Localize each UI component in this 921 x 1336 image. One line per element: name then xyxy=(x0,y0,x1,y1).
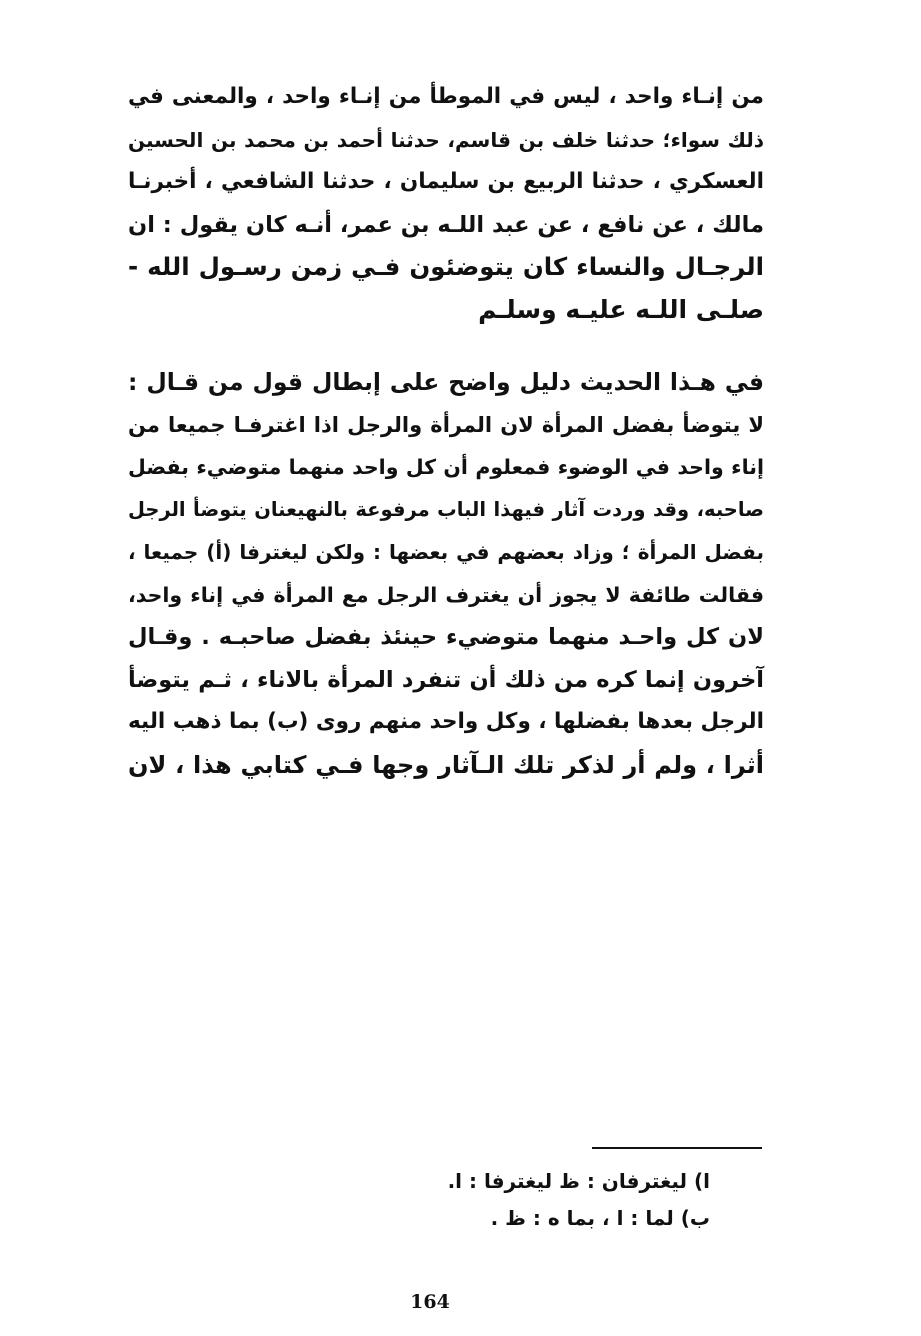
paragraph-2 xyxy=(128,361,764,786)
text-line: الرجل بعدها بفضلها ، وكل واحد منهم روى (ب) بما ذهب اليه xyxy=(128,709,764,734)
text-line: بفضل المرأة ؛ وزاد بعضهم في بعضها : ولكن ليغترفا (أ) جميعا ، xyxy=(128,540,764,564)
text-line: فقالت طائفة لا يجوز أن يغترف الرجل مع المرأة في إناء واحد، xyxy=(128,582,764,607)
page-number: 164 xyxy=(410,1291,450,1313)
text-line: في هـذا الحديث دليل واضح على إبطال قول من قـال : xyxy=(128,368,764,396)
text-line: إناء واحد في الوضوء فمعلوم أن كل واحد منهما متوضيء بفضل xyxy=(128,455,764,479)
text-line: لا يتوضأ بفضل المرأة لان المرأة والرجل اذا اغترفـا جميعا من xyxy=(128,412,764,437)
footnote-a: ا) ليغترفان : ظ ليغترفا : ا. xyxy=(447,1169,710,1193)
text-line: مالك ، عن نافع ، عن عبد اللـه بن عمر، أنـه كان يقول : ان xyxy=(128,211,764,238)
footnote-divider xyxy=(592,1147,762,1149)
text-line: الرجـال والنساء كان يتوضئون فـي زمن رسـول الله - xyxy=(128,252,764,281)
text-line: صاحبه، وقد وردت آثار فيهذا الباب مرفوعة بالنهيعنان يتوضأ الرجل xyxy=(128,497,764,521)
footnotes xyxy=(380,1163,710,1237)
text-line: العسكري ، حدثنا الربيع بن سليمان ، حدثنا الشافعي ، أخبرنـا xyxy=(128,169,764,194)
paragraph-1 xyxy=(128,76,764,331)
text-line: آخرون إنما كره من ذلك أن تنفرد المرأة بالاناء ، ثـم يتوضأ xyxy=(128,666,764,693)
text-line: ذلك سواء؛ حدثنا خلف بن قاسم، حدثنا أحمد بن محمد بن الحسين xyxy=(128,127,764,152)
text-line: من إنـاء واحد ، ليس في الموطأ من إنـاء واحد ، والمعنى في xyxy=(128,84,764,109)
text-line: لان كل واحـد منهما متوضيء حينئذ بفضل صاحبـه . وقـال xyxy=(128,624,764,650)
text-line: صلـى اللـه عليـه وسلـم xyxy=(478,294,764,324)
footnote-b: ب) لما : ا ، بما ه : ظ . xyxy=(490,1206,710,1230)
text-line: أثرا ، ولم أر لذكر تلك الـآثار وجها فـي كتابي هذا ، لان xyxy=(128,750,764,779)
